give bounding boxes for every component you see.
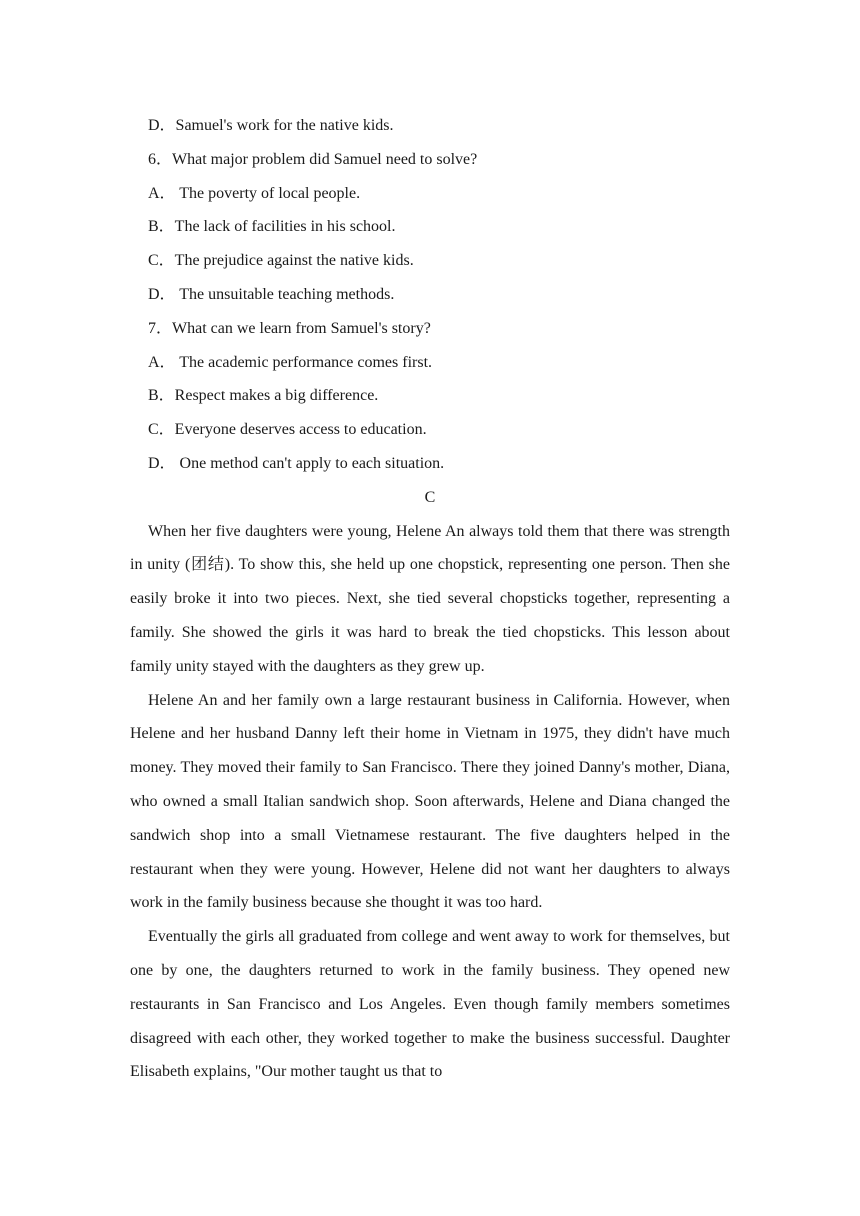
passage-paragraph-3: Eventually the girls all graduated from college and went away to work for themselves, but one by one, the daughters returned to work in the family business. They opened new restaurants in San Francisco and Los Angeles. Even though family members sometimes disagreed with each other, they worked together to make the business successful. Daughter Elisabeth explains, "Our mother taught us that to (130, 928, 730, 1081)
q5-option-d: D．Samuel's work for the native kids. (148, 117, 394, 134)
question-7-option-d: D． One method can't apply to each situation. (148, 454, 445, 472)
question-6-option-c: C．The prejudice against the native kids. (148, 252, 414, 270)
question-6-stem: 6．What major problem did Samuel need to solve? (148, 150, 478, 168)
passage-c (130, 515, 730, 1090)
question-7-stem: 7．What can we learn from Samuel's story? (148, 319, 431, 337)
document-body (130, 109, 730, 1089)
passage-paragraph-1: When her five daughters were young, Helene An always told them that there was strength in unity (团结). To show this, she held up one chopstick, representing one person. Then she easily broke it into two pieces. Next, she tied several chopsticks together, representing a family. She showed the girls it was hard to break the tied chopsticks. This lesson about family unity stayed with the daughters as they grew up. (130, 522, 730, 675)
question-7-option-a: A． The academic performance comes first. (148, 353, 433, 371)
question-7-option-c: C．Everyone deserves access to education. (148, 421, 427, 439)
question-6-option-d: D． The unsuitable teaching methods. (148, 285, 395, 303)
question-6 (130, 143, 730, 312)
question-7-option-b: B．Respect makes a big difference. (148, 387, 379, 405)
question-6-option-b: B．The lack of facilities in his school. (148, 218, 396, 236)
passage-heading: C (424, 488, 436, 506)
question-7 (130, 312, 730, 481)
question-6-option-a: A． The poverty of local people. (148, 184, 361, 202)
passage-paragraph-2: Helene An and her family own a large restaurant business in California. However, when Helene and her husband Danny left their home in Vietnam in 1975, they didn't have much money. They moved their family to San Francisco. There they joined Danny's mother, Diana, who owned a small Italian sandwich shop. Soon afterwards, Helene and Diana changed the sandwich shop into a small Vietnamese restaurant. The five daughters helped in the restaurant when they were young. However, Helene did not want her daughters to always work in the family business because she thought it was too hard. (130, 691, 730, 912)
